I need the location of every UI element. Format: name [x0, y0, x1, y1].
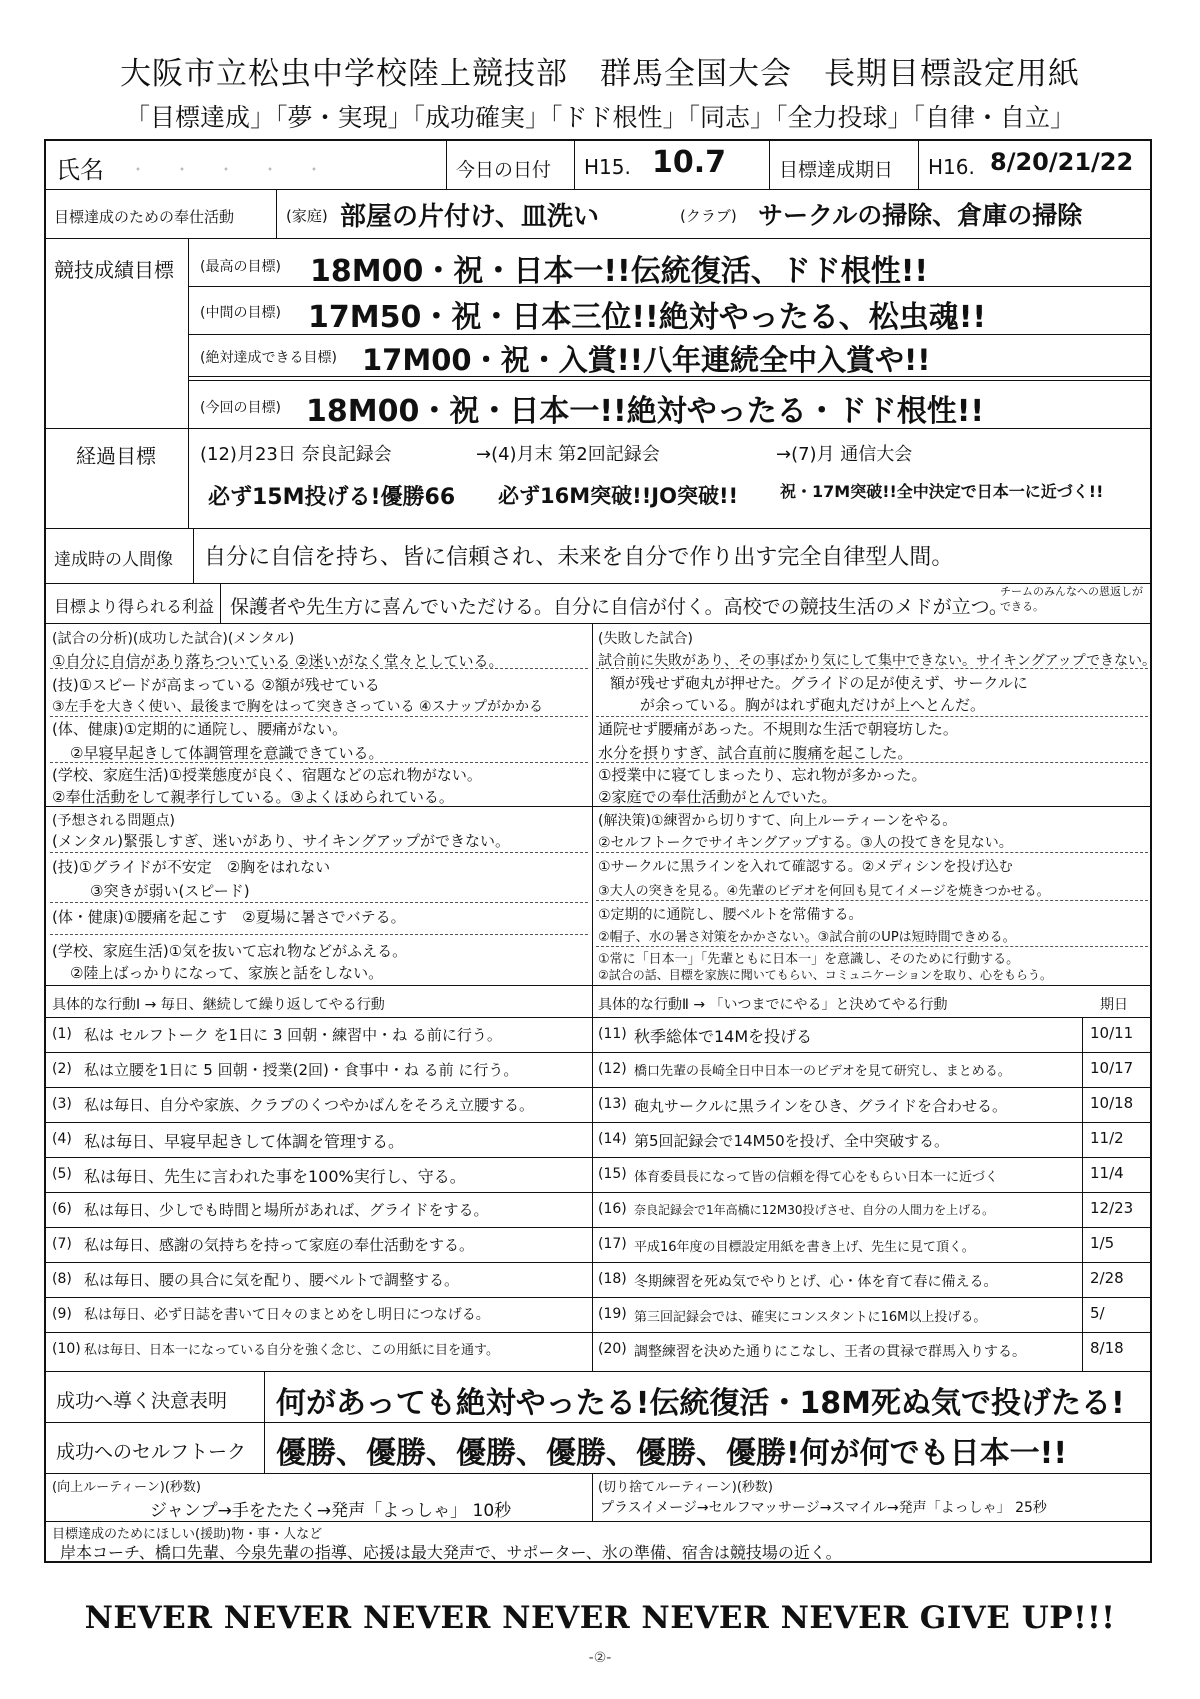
- action1-no-6: (6): [52, 1201, 72, 1217]
- action2-date-15: 11/4: [1090, 1164, 1124, 1182]
- service-home-label: (家庭): [286, 207, 328, 225]
- goal-date-value: 8/20/21/22: [990, 148, 1134, 176]
- date-value: 10.7: [652, 145, 727, 180]
- action2-no-16: (16): [598, 1201, 627, 1217]
- goals-label: 競技成績目標: [54, 258, 174, 282]
- action2-text-19: 第三回記録会では、確実にコンスタントに16M以上投げる。: [634, 1310, 987, 1325]
- action2-no-15: (15): [598, 1166, 627, 1182]
- progress-value-1: 必ず15M投げる!優勝66: [208, 485, 456, 510]
- motto-footer: NEVER NEVER NEVER NEVER NEVER NEVER GIVE UP!!!: [84, 1600, 1116, 1636]
- action1-text-1: 私は セルフトーク を1日に 3 回朝・練習中・ね る前に行う。: [84, 1026, 502, 1044]
- benefit-value: 保護者や先生方に喜んでいただける。自分に自信が付く。高校での競技生活のメドが立つ。: [230, 596, 1008, 618]
- action2-text-16: 奈良記録会で1年高橋に12M30投げさせ、自分の人間力を上げる。: [634, 1203, 995, 1217]
- action2-no-17: (17): [598, 1236, 627, 1252]
- persona-label: 達成時の人間像: [54, 550, 173, 570]
- action2-date-16: 12/23: [1090, 1199, 1134, 1217]
- success-line-2: (技)①スピードが高まっている ②額が残せている: [52, 676, 380, 694]
- fail-line-6: ①授業中に寝てしまったり、忘れ物が多かった。: [598, 766, 927, 784]
- action2-text-18: 冬期練習を死ぬ気でやりとげ、心・体を育て春に備える。: [634, 1274, 998, 1290]
- service-label: 目標達成のための奉仕活動: [54, 208, 235, 226]
- solution-line-3: ③大人の突きを見る。④先輩のビデオを何回も見てイメージを焼きつかせる。: [598, 884, 1050, 899]
- action2-no-12: (12): [598, 1061, 627, 1077]
- solution-line-1: ②セルフトークでサイキングアップする。③人の投てきを見ない。: [598, 835, 1013, 851]
- cut-routine-label: (切り捨てルーティーン)(秒数): [598, 1480, 773, 1495]
- goal-date-prefix: H16.: [928, 155, 975, 179]
- problem-line-5: (学校、家庭生活)①気を抜いて忘れ物などがふえる。: [52, 942, 408, 960]
- action2-date-17: 1/5: [1090, 1234, 1115, 1252]
- action1-text-7: 私は毎日、感謝の気持ちを持って家庭の奉仕活動をする。: [84, 1236, 475, 1254]
- progress-head-3: →(7)月 通信大会: [776, 444, 913, 465]
- action2-no-20: (20): [598, 1341, 627, 1357]
- selftalk-value: 優勝、優勝、優勝、優勝、優勝、優勝!何が何でも日本一!!: [276, 1436, 1068, 1471]
- benefit-value-2: チームのみんなへの恩返しができる。: [1000, 585, 1143, 613]
- goal-current-label: (今回の目標): [200, 400, 281, 416]
- fail-line-2: 額が残せず砲丸が押せた。グライドの足が使えず、サークルに: [610, 674, 1028, 692]
- persona-value: 自分に自信を持ち、皆に信頼され、未来を自分で作り出す完全自律型人間。: [204, 545, 954, 570]
- action2-date-14: 11/2: [1090, 1129, 1124, 1147]
- goal-best-value: 18M00・祝・日本一!!伝統復活、ドド根性!!: [310, 254, 929, 289]
- solution-line-4: ①定期的に通院し、腰ベルトを常備する。: [598, 907, 863, 923]
- goal-middle-label: (中間の目標): [200, 305, 281, 321]
- solution-line-5: ②帽子、水の暑さ対策をかかさない。③試合前のUPは短時間できめる。: [598, 930, 1016, 945]
- progress-head-2: →(4)月末 第2回記録会: [476, 444, 660, 465]
- date-label: 今日の日付: [456, 159, 552, 181]
- service-home-value: 部屋の片付け、皿洗い: [340, 202, 599, 232]
- problem-line-6: ②陸上ばっかりになって、家族と話をしない。: [70, 964, 384, 982]
- name-label: 氏名: [56, 156, 104, 184]
- service-club-label: (クラブ): [680, 207, 737, 225]
- resolve-value: 何があっても絶対やったる!伝統復活・18M死ぬ気で投げたる!: [276, 1386, 1125, 1421]
- progress-value-2: 必ず16M突破!!JO突破!!: [498, 484, 739, 508]
- goal-current-value: 18M00・祝・日本一!!絶対やったる・ドド根性!!: [306, 394, 985, 429]
- problems-header: (予想される問題点): [52, 813, 175, 829]
- action2-date-20: 8/18: [1090, 1339, 1124, 1357]
- progress-value-3: 祝・17M突破!!全中決定で日本一に近づく!!: [780, 482, 1104, 501]
- success-line-1: ①自分に自信があり落ちついている ②迷いがなく堂々としている。: [52, 652, 504, 670]
- solution-line-7: ②試合の話、目標を家族に聞いてもらい、コミュニケーションを取り、心をもらう。: [598, 968, 1053, 982]
- actions2-date-header: 期日: [1100, 997, 1128, 1013]
- fail-line-3: が余っている。胸がはれず砲丸だけが上へとんだ。: [640, 696, 986, 714]
- action1-text-2: 私は立腰を1日に 5 回朝・授業(2回)・食事中・ね る前 に行う。: [84, 1061, 519, 1079]
- action2-text-14: 第5回記録会で14M50を投げ、全中突破する。: [634, 1132, 950, 1150]
- actions2-header: 具体的な行動Ⅱ → 「いつまでにやる」と決めてやる行動: [598, 997, 948, 1013]
- fail-line-1: 試合前に失敗があり、その事ばかり気にして集中できない。サイキングアップできない。: [598, 653, 1157, 669]
- problem-line-1: (メンタル)緊張しすぎ、迷いがあり、サイキングアップができない。: [52, 832, 510, 850]
- action1-no-3: (3): [52, 1096, 72, 1112]
- progress-head-1: (12)月23日 奈良記録会: [200, 444, 392, 465]
- cut-routine-value: プラスイメージ→セルフマッサージ→スマイル→発声「よっしゃ」 25秒: [600, 1500, 1047, 1516]
- action1-text-8: 私は毎日、腰の具合に気を配り、腰ベルトで調整する。: [84, 1271, 460, 1289]
- action2-no-18: (18): [598, 1271, 627, 1287]
- action2-date-12: 10/17: [1090, 1059, 1134, 1077]
- goal-sure-value: 17M00・祝・入賞!!八年連続全中入賞や!!: [362, 343, 931, 377]
- problem-line-2: (技)①グライドが不安定 ②胸をはれない: [52, 858, 331, 876]
- action2-text-15: 体育委員長になって皆の信頼を得て心をもらい日本一に近づく: [634, 1170, 999, 1185]
- action1-no-1: (1): [52, 1026, 72, 1042]
- action1-no-2: (2): [52, 1061, 72, 1077]
- action2-text-11: 秋季総体で14Mを投げる: [634, 1027, 813, 1046]
- action2-no-14: (14): [598, 1131, 627, 1147]
- progress-label: 経過目標: [76, 444, 156, 468]
- action1-text-9: 私は毎日、必ず日誌を書いて日々のまとめをし明日につなげる。: [84, 1307, 490, 1323]
- name-value: ・ ・ ・ ・ ・: [130, 160, 329, 179]
- action2-no-19: (19): [598, 1306, 627, 1322]
- action1-text-3: 私は毎日、自分や家族、クラブのくつやかばんをそろえ立腰する。: [84, 1096, 535, 1114]
- action2-no-13: (13): [598, 1096, 627, 1112]
- action2-date-11: 10/11: [1090, 1024, 1134, 1042]
- success-line-6: (学校、家庭生活)①授業態度が良く、宿題などの忘れ物がない。: [52, 766, 482, 784]
- resolve-label: 成功へ導く決意表明: [56, 1390, 228, 1412]
- success-line-7: ②奉仕活動をして親孝行している。③よくほめられている。: [52, 788, 454, 806]
- fail-line-7: ②家庭での奉仕活動がとんでいた。: [598, 788, 837, 806]
- action1-text-5: 私は毎日、先生に言われた事を100%実行し、守る。: [84, 1167, 466, 1186]
- action1-no-4: (4): [52, 1131, 72, 1147]
- goal-sure-label: (絶対達成できる目標): [200, 350, 337, 366]
- action2-text-20: 調整練習を決めた通りにこなし、王者の貫禄で群馬入りする。: [634, 1344, 1026, 1360]
- action2-date-19: 5/: [1090, 1304, 1105, 1322]
- action1-no-9: (9): [52, 1306, 72, 1322]
- success-line-5: ②早寝早起きして体調管理を意識できている。: [70, 744, 384, 762]
- date-prefix: H15.: [584, 155, 631, 179]
- action2-no-11: (11): [598, 1026, 627, 1042]
- action2-text-13: 砲丸サークルに黒ラインをひき、グライドを合わせる。: [634, 1097, 1008, 1115]
- selftalk-label: 成功へのセルフトーク: [56, 1441, 247, 1463]
- success-line-3: ③左手を大きく使い、最後まで胸をはって突きさっている ④スナップがかかる: [52, 699, 543, 715]
- problem-line-4: (体・健康)①腰痛を起こす ②夏場に暑さでバテる。: [52, 908, 406, 926]
- analysis-fail-header: (失敗した試合): [598, 631, 693, 647]
- action1-text-10: 私は毎日、日本一になっている自分を強く念じ、この用紙に目を通す。: [84, 1343, 499, 1358]
- fail-line-5: 水分を摂りすぎ、試合直前に腹痛を起こした。: [598, 744, 913, 762]
- goal-date-label: 目標達成期日: [779, 159, 894, 181]
- benefit-label: 目標より得られる利益: [54, 597, 215, 616]
- analysis-success-header: (試合の分析)(成功した試合)(メンタル): [52, 631, 295, 647]
- problem-line-3: ③突きが弱い(スピード): [90, 882, 250, 900]
- form-title: 大阪市立松虫中学校陸上競技部 群馬全国大会 長期目標設定用紙: [120, 56, 1080, 92]
- action2-text-17: 平成16年度の目標設定用紙を書き上げ、先生に見て頂く。: [634, 1240, 975, 1255]
- fail-line-4: 通院せず腰痛があった。不規則な生活で朝寝坊した。: [598, 720, 958, 738]
- actions1-header: 具体的な行動Ⅰ → 毎日、継続して繰り返してやる行動: [52, 997, 385, 1013]
- action1-text-6: 私は毎日、少しでも時間と場所があれば、グライドをする。: [84, 1201, 489, 1219]
- action1-no-10: (10): [52, 1341, 81, 1357]
- goal-best-label: (最高の目標): [200, 259, 281, 275]
- page-number: -②-: [588, 1650, 612, 1666]
- up-routine-label: (向上ルーティーン)(秒数): [52, 1480, 201, 1495]
- action1-text-4: 私は毎日、早寝早起きして体調を管理する。: [84, 1132, 405, 1151]
- action1-no-7: (7): [52, 1236, 72, 1252]
- solution-header: (解決策)①練習から切りすて、向上ルーティーンをやる。: [598, 813, 957, 829]
- solution-line-2: ①サークルに黒ラインを入れて確認する。②メディシンを投げ込む: [598, 859, 1013, 875]
- slogan-line: 「目標達成」「夢・実現」「成功確実」「ドド根性」「同志」「全力投球」「自律・自立」: [124, 103, 1075, 132]
- up-routine-value: ジャンプ→手をたたく→発声「よっしゃ」 10秒: [150, 1501, 512, 1521]
- goal-middle-value: 17M50・祝・日本三位!!絶対やったる、松虫魂!!: [308, 300, 987, 335]
- action1-no-5: (5): [52, 1166, 72, 1182]
- solution-line-6: ①常に「日本一」「先輩ともに日本一」を意識し、そのために行動する。: [598, 952, 1020, 967]
- success-line-4: (体、健康)①定期的に通院し、腰痛がない。: [52, 720, 348, 738]
- service-club-value: サークルの掃除、倉庫の掃除: [758, 201, 1083, 230]
- action2-text-12: 橋口先輩の長崎全日中日本一のビデオを見て研究し、まとめる。: [634, 1064, 1011, 1079]
- action2-date-18: 2/28: [1090, 1269, 1124, 1287]
- action2-date-13: 10/18: [1090, 1094, 1134, 1112]
- support-label: 目標達成のためにほしい(援助)物・事・人など: [52, 1527, 323, 1542]
- action1-no-8: (8): [52, 1271, 72, 1287]
- support-value: 岸本コーチ、橋口先輩、今泉先輩の指導、応援は最大発声で、サポーター、氷の準備、宿舎は競技場の近く。: [60, 1543, 842, 1562]
